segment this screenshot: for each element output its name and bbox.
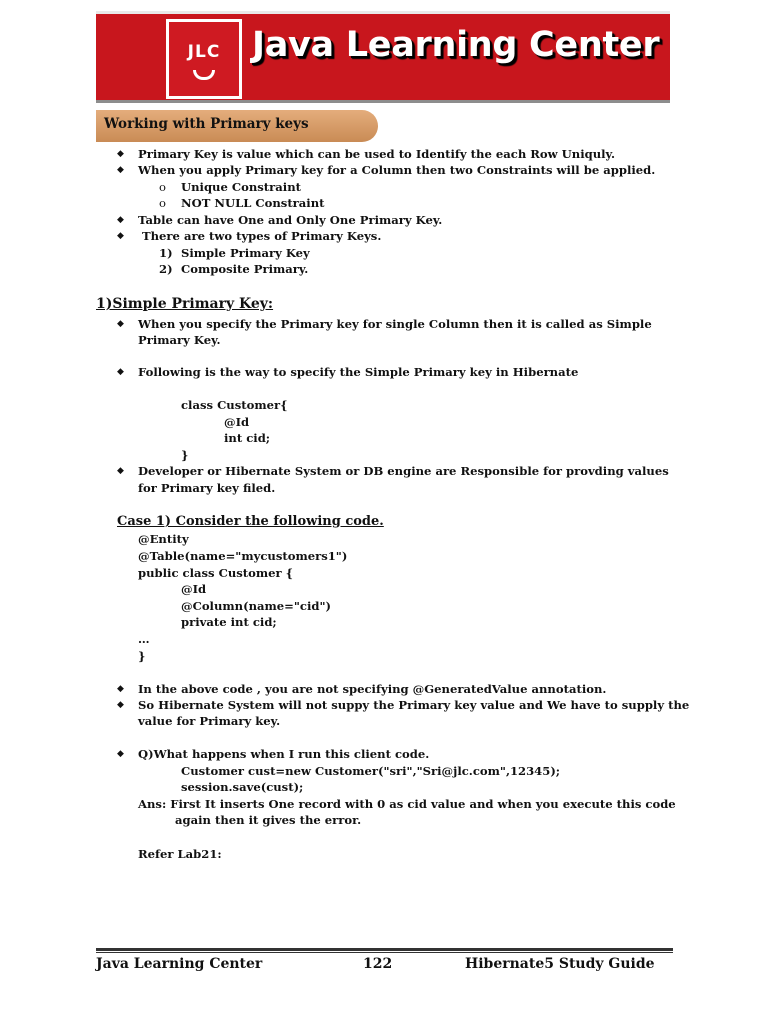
header-title: Java Learning Center	[252, 25, 660, 65]
answer-line2: again then it gives the error.	[175, 813, 362, 827]
client-code-line: session.save(cust);	[181, 780, 304, 794]
bullet-icon: ◆	[117, 749, 124, 759]
constraint-not-null: NOT NULL Constraint	[181, 196, 325, 210]
footer-left: Java Learning Center	[96, 956, 263, 972]
case1-bullet-2-line1: So Hibernate System will not suppy the Primary key value and We have to supply the	[138, 698, 690, 712]
client-code-line: Customer cust=new Customer("sri","Sri@jlc.com",12345);	[181, 764, 561, 778]
code-line: @Column(name="cid")	[181, 599, 332, 613]
bullet-icon: ◆	[117, 700, 124, 710]
simple-bullet-1-line1: When you specify the Primary key for single Column then it is called as Simple	[138, 317, 652, 331]
intro-bullet-1: Primary Key is value which can be used to Identify the each Row Uniquly.	[138, 147, 615, 161]
code-line: }	[181, 448, 189, 462]
intro-bullet-2: When you apply Primary key for a Column then two Constraints will be applied.	[138, 163, 656, 177]
constraint-unique: Unique Constraint	[181, 180, 301, 194]
case1-bullet-1: In the above code , you are not specifying @GeneratedValue annotation.	[138, 682, 607, 696]
sub-marker: o	[159, 180, 166, 194]
code-line: public class Customer {	[138, 566, 294, 580]
footer-right: Hibernate5 Study Guide	[465, 956, 655, 972]
answer-line1: Ans: First It inserts One record with 0 as cid value and when you execute this code	[138, 797, 676, 811]
question: Q)What happens when I run this client code.	[138, 747, 430, 761]
section-title: Working with Primary keys	[104, 116, 309, 132]
bullet-icon: ◆	[117, 215, 124, 225]
bullet-icon: ◆	[117, 367, 124, 377]
code-line: }	[138, 649, 146, 663]
code-line: @Id	[224, 415, 250, 429]
case1-heading: Case 1) Consider the following code.	[117, 514, 384, 529]
num-marker: 2)	[159, 262, 173, 276]
bullet-icon: ◆	[117, 319, 124, 329]
type-composite: Composite Primary.	[181, 262, 309, 276]
simple-bullet-1-line2: Primary Key.	[138, 333, 221, 347]
code-line: class Customer{	[181, 398, 288, 412]
jlc-logo	[166, 19, 242, 99]
simple-bullet-2: Following is the way to specify the Simple Primary key in Hibernate	[138, 365, 579, 379]
code-line: @Id	[181, 582, 207, 596]
code-line: @Entity	[138, 532, 189, 546]
type-simple: Simple Primary Key	[181, 246, 310, 260]
intro-bullet-3: Table can have One and Only One Primary Key.	[138, 213, 443, 227]
bullet-icon: ◆	[117, 684, 124, 694]
bullet-icon: ◆	[117, 466, 124, 476]
page-number: 122	[363, 956, 393, 972]
code-line: @Table(name="mycustomers1")	[138, 549, 348, 563]
footer-rule	[96, 948, 673, 951]
simple-pk-heading: 1)Simple Primary Key:	[96, 296, 274, 312]
bullet-icon: ◆	[117, 149, 124, 159]
logo-smile-icon	[193, 70, 215, 80]
page-header	[96, 11, 670, 103]
section-banner	[96, 110, 378, 142]
bullet-icon: ◆	[117, 231, 124, 241]
code-line: int cid;	[224, 431, 271, 445]
logo-text: JLC	[187, 42, 221, 62]
simple-bullet-3-line1: Developer or Hibernate System or DB engine are Responsible for provding values	[138, 464, 669, 478]
code-line: private int cid;	[181, 615, 277, 629]
footer-rule	[96, 952, 673, 953]
bullet-icon: ◆	[117, 165, 124, 175]
case1-bullet-2-line2: value for Primary key.	[138, 714, 281, 728]
intro-bullet-4: There are two types of Primary Keys.	[142, 229, 382, 243]
sub-marker: o	[159, 196, 166, 210]
simple-bullet-3-line2: for Primary key filed.	[138, 481, 276, 495]
num-marker: 1)	[159, 246, 173, 260]
code-line: …	[138, 632, 150, 646]
lab-reference: Refer Lab21:	[138, 847, 222, 861]
